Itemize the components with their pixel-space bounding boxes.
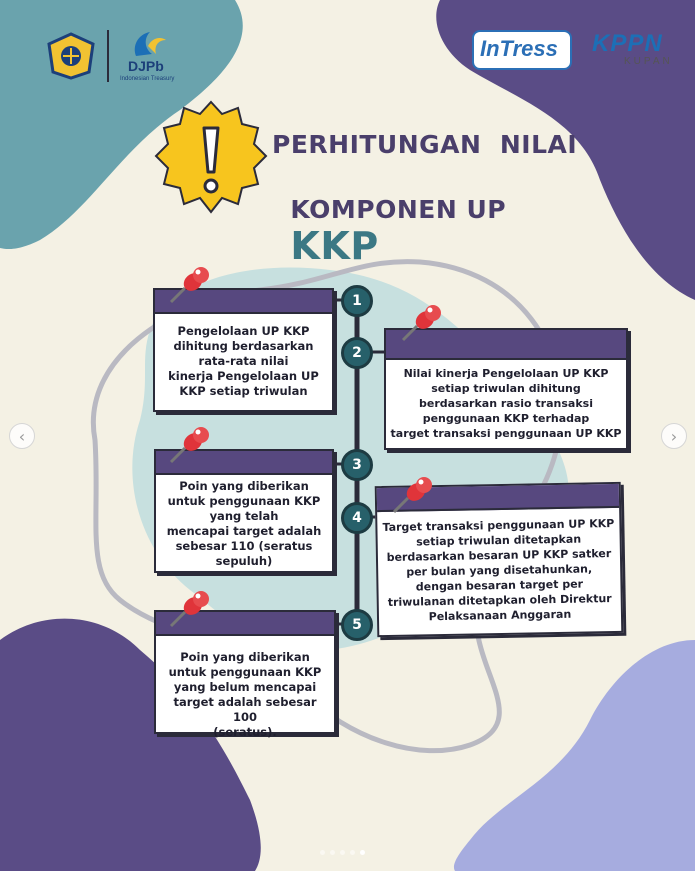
step-text-3: Poin yang diberikan untuk penggunaan KKP yang telah mencapai target adalah sebesar 110 (seratus sepuluh) — [166, 479, 322, 568]
step-number-4: 4 — [341, 502, 373, 534]
step-text-1: Pengelolaan UP KKP dihitung berdasarkan rata-rata nilai kinerja Pengelolaan UP KKP setiap triwulan — [168, 324, 319, 398]
step-number-3: 3 — [341, 449, 373, 481]
carousel-dot-active[interactable] — [360, 850, 365, 855]
carousel-dot[interactable] — [330, 850, 335, 855]
carousel-dot[interactable] — [320, 850, 325, 855]
step-text-5: Poin yang diberikan untuk penggunaan KKP yang belum mencapai target adalah sebesar 100 (seratus). — [168, 650, 322, 739]
header-divider — [107, 30, 109, 82]
title-line-2 — [272, 166, 506, 268]
step-text-4: Target transaksi penggunaan UP KKP setiap triwulan ditetapkan berdasarkan besaran UP KKP satker per bulan yang disetahunkan, dengan besaran target per triwulanan ditetapkan oleh Direktur Pelaksanaan Anggaran — [382, 516, 615, 624]
step-card-1 — [153, 288, 334, 412]
pushpin-icon — [165, 426, 213, 466]
pushpin-icon — [165, 590, 213, 630]
carousel-dot[interactable] — [350, 850, 355, 855]
kppn-logo — [588, 30, 695, 70]
intress-label: InTress — [480, 36, 558, 61]
kemenkeu-logo — [45, 32, 97, 80]
carousel-dot[interactable] — [340, 850, 345, 855]
title-highlight: KKP — [290, 224, 379, 268]
step-text-2: Nilai kinerja Pengelolaan UP KKP setiap triwulan dihitung berdasarkan rasio transaksi penggunaan KKP terhadap target transaksi penggunaan UP KKP — [390, 367, 622, 440]
djpb-sub: Indonesian Treasury — [120, 76, 175, 82]
pushpin-icon — [397, 304, 445, 344]
kppn-sub: KUPAN — [624, 56, 673, 67]
step-number-2: 2 — [341, 337, 373, 369]
title-line-1: PERHITUNGAN NILAI — [272, 130, 578, 159]
kppn-label: KPPN — [592, 30, 663, 57]
step-number-5: 5 — [341, 609, 373, 641]
pushpin-icon — [388, 476, 436, 516]
exclamation-badge-icon — [152, 98, 270, 216]
step-card-3 — [154, 449, 334, 573]
carousel-prev-button[interactable]: ‹ — [9, 423, 35, 449]
carousel-next-button[interactable]: › — [661, 423, 687, 449]
intress-logo — [472, 30, 572, 70]
carousel-dots — [320, 850, 365, 855]
djpb-logo — [118, 28, 188, 84]
title-line-2-text: KOMPONEN UP — [290, 195, 507, 224]
step-card-2 — [384, 328, 628, 450]
step-number-1: 1 — [341, 285, 373, 317]
djpb-label: DJPb — [128, 58, 164, 74]
pushpin-icon — [165, 266, 213, 306]
